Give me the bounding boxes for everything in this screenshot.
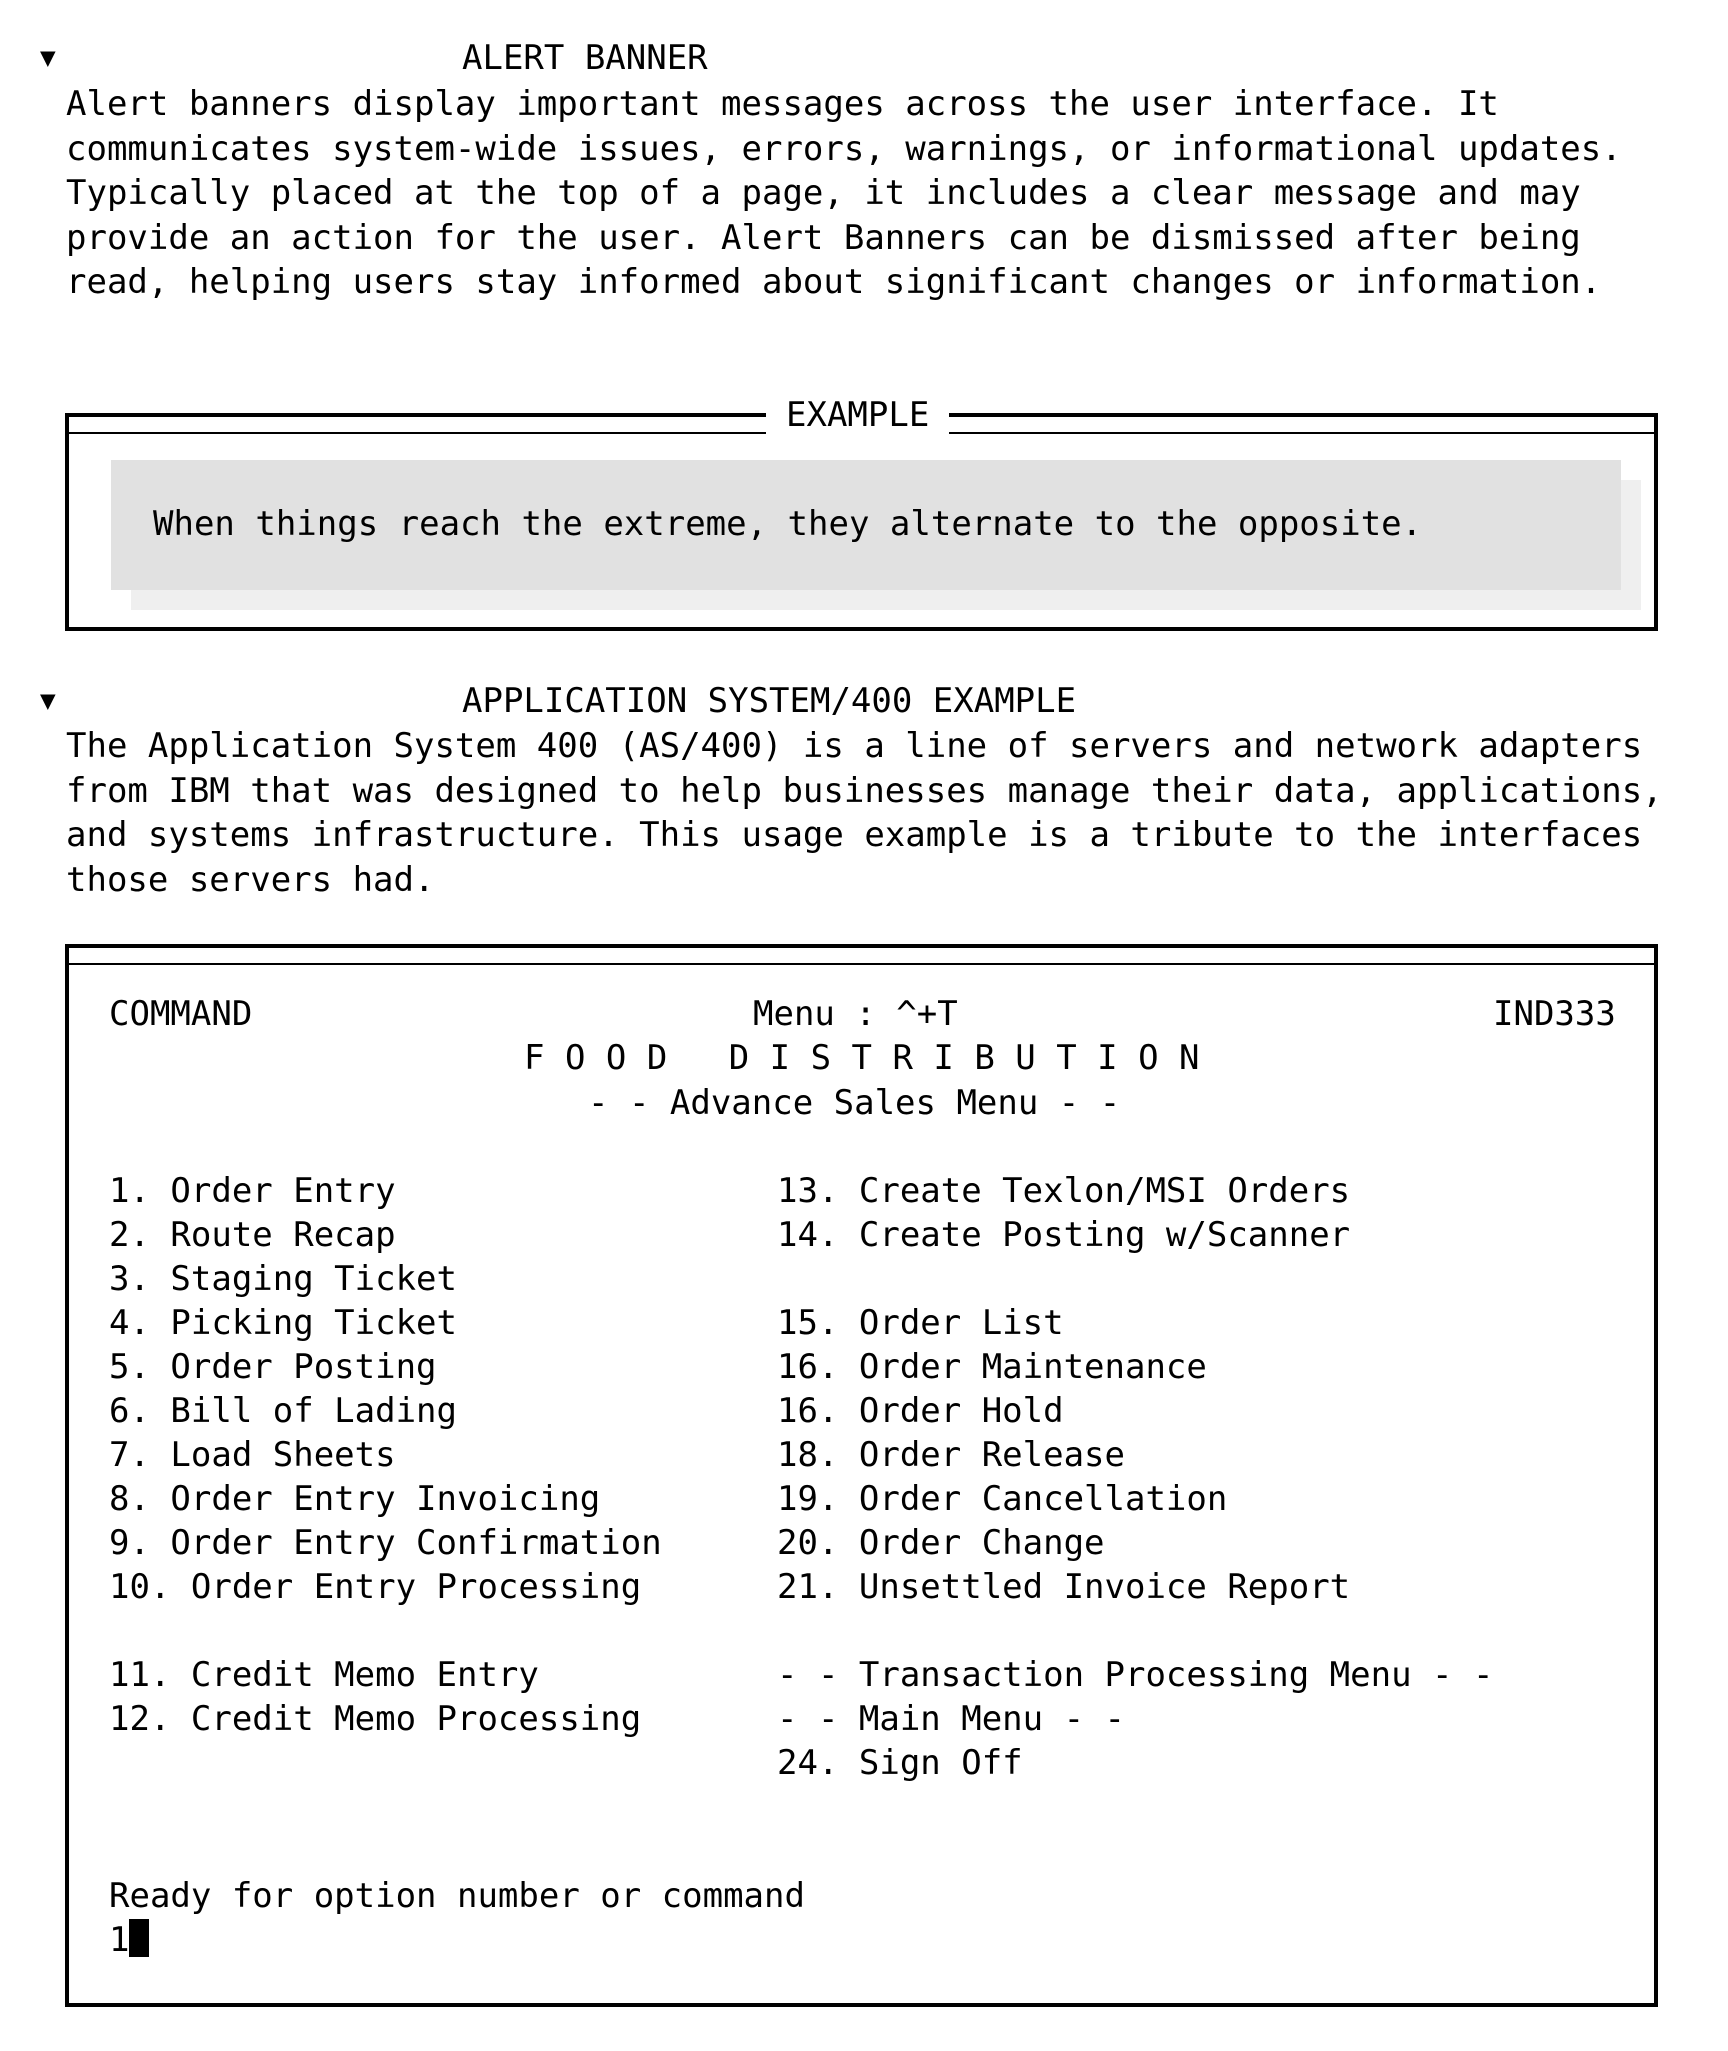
section-title: ALERT BANNER [462,38,708,78]
section-title: APPLICATION SYSTEM/400 EXAMPLE [462,681,1077,721]
menu-option[interactable]: 8. Order Entry Invoicing [109,1479,601,1519]
example-box [65,395,1658,631]
alert-banner[interactable] [111,460,1621,590]
menu-option[interactable]: 19. Order Cancellation [777,1479,1228,1519]
section-description: Alert banners display important messages across the user interface. It communicates system-wide issues, errors, warnings, or informational updates. Typically placed at the top of a page, it includes a clear message and may provide an action for the user. Alert Banners can be dismissed after being read, helping users stay informed about significant changes or information. [66,84,1622,302]
menu-option[interactable]: 12. Credit Memo Processing [109,1699,642,1739]
menu-option[interactable]: 11. Credit Memo Entry [109,1655,539,1695]
menu-option[interactable]: 2. Route Recap [109,1215,396,1255]
menu-option[interactable]: 13. Create Texlon/MSI Orders [777,1171,1351,1211]
command-input-value: 1 [109,1920,130,1960]
alert-banner-section-header [40,36,708,80]
menu-option[interactable]: 14. Create Posting w/Scanner [777,1215,1351,1255]
menu-option[interactable]: 16. Order Maintenance [777,1347,1207,1387]
menu-option[interactable]: 5. Order Posting [109,1347,437,1387]
menu-option[interactable]: 9. Order Entry Confirmation [109,1523,662,1563]
menu-option[interactable]: 18. Order Release [777,1435,1125,1475]
menu-option[interactable]: 4. Picking Ticket [109,1303,457,1343]
menu-option[interactable]: - - Main Menu - - [777,1699,1125,1739]
menu-option[interactable]: 1. Order Entry [109,1171,396,1211]
menu-option[interactable]: 21. Unsettled Invoice Report [777,1567,1351,1607]
menu-option[interactable]: - - Transaction Processing Menu - - [777,1655,1494,1695]
menu-option[interactable]: 15. Order List [777,1303,1064,1343]
as400-terminal [65,944,1658,2007]
collapse-triangle-icon[interactable]: ▼ [40,686,56,716]
collapse-triangle-icon[interactable]: ▼ [40,43,56,73]
menu-option[interactable]: 3. Staging Ticket [109,1259,457,1299]
terminal-title: F O O D D I S T R I B U T I O N [524,1038,1200,1078]
menu-option[interactable]: 7. Load Sheets [109,1435,396,1475]
as400-section-header [40,679,1077,723]
command-label: COMMAND [109,994,253,1034]
menu-option[interactable]: 20. Order Change [777,1523,1105,1563]
terminal-subtitle: - - Advance Sales Menu - - [588,1083,1121,1123]
alert-banner-message: When things reach the extreme, they alternate to the opposite. [153,504,1423,544]
menu-option[interactable]: 10. Order Entry Processing [109,1567,642,1607]
example-legend: EXAMPLE [766,395,949,435]
menu-option[interactable]: 6. Bill of Lading [109,1391,457,1431]
terminal-rule [69,963,1654,965]
section-description: The Application System 400 (AS/400) is a line of servers and network adapters from IBM that was designed to help businesses manage their data, applications, and systems infrastructure. This usage example is a tribute to the interfaces those servers had. [66,726,1663,900]
menu-option[interactable]: 16. Order Hold [777,1391,1064,1431]
screen-id: IND333 [1493,994,1616,1034]
menu-shortcut: Menu : ^+T [753,994,958,1034]
command-input[interactable] [109,1918,149,1962]
command-prompt: Ready for option number or command [109,1876,805,1916]
text-cursor [129,1919,149,1957]
menu-option[interactable]: 24. Sign Off [777,1743,1023,1783]
